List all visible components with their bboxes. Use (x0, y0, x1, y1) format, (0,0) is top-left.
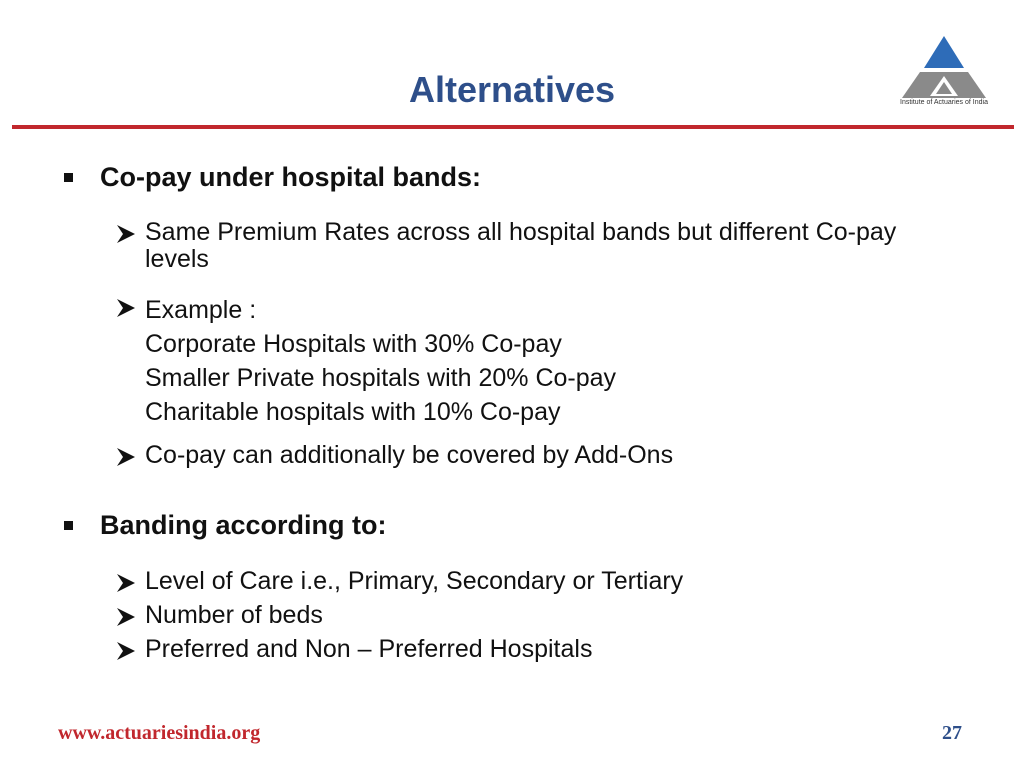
slide-title: Alternatives (408, 69, 616, 110)
example-line: Charitable hospitals with 10% Co-pay (145, 398, 561, 426)
arrow-bullet-icon (114, 605, 138, 629)
example-line: Corporate Hospitals with 30% Co-pay (145, 330, 562, 358)
arrow-bullet-icon (114, 445, 138, 469)
square-bullet-icon (64, 521, 73, 530)
page-number: 27 (942, 722, 962, 744)
list-item-example (145, 293, 960, 429)
logo-caption: Institute of Actuaries of India (900, 99, 988, 106)
example-line: Smaller Private hospitals with 20% Co-pay (145, 364, 617, 392)
arrow-bullet-icon (114, 296, 138, 320)
section-heading: Banding according to: (100, 510, 387, 540)
list-item: Number of beds (145, 601, 323, 629)
list-item-label: Example : (145, 296, 257, 324)
arrow-bullet-icon (114, 571, 138, 595)
list-item: Level of Care i.e., Primary, Secondary or Tertiary (145, 567, 684, 595)
section-heading: Co-pay under hospital bands: (100, 162, 482, 192)
square-bullet-icon (64, 173, 73, 182)
arrow-bullet-icon (114, 639, 138, 663)
arrow-bullet-icon (114, 222, 138, 246)
list-item: Co-pay can additionally be covered by Add-Ons (145, 441, 674, 469)
footer-website-link[interactable]: www.actuariesindia.org (58, 722, 261, 744)
list-item: Same Premium Rates across all hospital bands but different Co-pay levels (145, 218, 897, 273)
list-item: Preferred and Non – Preferred Hospitals (145, 635, 593, 663)
header-divider (12, 125, 1014, 129)
